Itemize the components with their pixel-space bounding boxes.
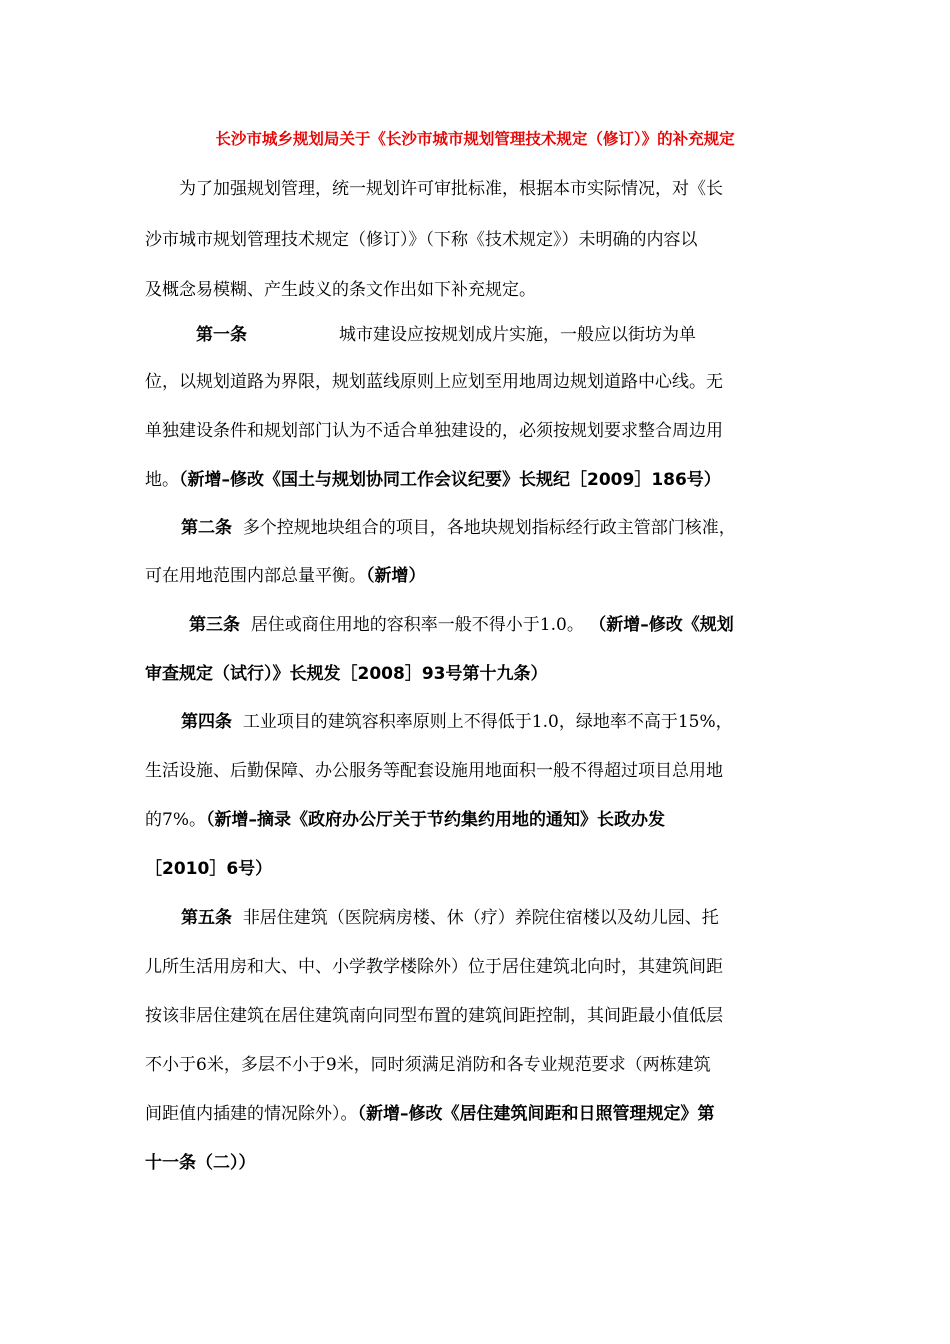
intro-line-2 bbox=[145, 227, 698, 253]
article-2-line-1 bbox=[181, 515, 736, 541]
intro-line-1 bbox=[179, 176, 723, 202]
article-4-line-1 bbox=[181, 709, 733, 735]
article-2-label: 第二条 bbox=[181, 518, 232, 538]
article-2-text: 多个控规地块组合的项目，各地块规划指标经行政主管部门核准， bbox=[242, 518, 736, 538]
article-1-line-2 bbox=[145, 369, 723, 395]
article-1-label: 第一条 bbox=[196, 325, 247, 345]
article-5-line-3 bbox=[145, 1003, 723, 1029]
document-title: 长沙市城乡规划局关于《长沙市城市规划管理技术规定（修订）》的补充规定 bbox=[215, 130, 735, 148]
article-1-line-4 bbox=[145, 467, 721, 493]
article-5-line-4 bbox=[145, 1052, 711, 1078]
article-5-line-1 bbox=[181, 905, 719, 931]
article-4-note: （新增–摘录《政府办公厅关于节约集约用地的通知》长政办发 bbox=[205, 810, 665, 830]
intro-text: 为了加强规划管理，统一规划许可审批标准，根据本市实际情况，对《长 bbox=[179, 179, 723, 199]
article-2-note: （新增） bbox=[366, 566, 426, 586]
article-5-text: 间距值内插建的情况除外）。 bbox=[145, 1104, 358, 1124]
article-5-text: 不小于6米，多层不小于9米，同时须满足消防和各专业规范要求（两栋建筑 bbox=[145, 1055, 711, 1075]
article-3-note: 审查规定（试行）》长规发［2008］93号第十九条） bbox=[145, 664, 548, 684]
article-1-text: 单独建设条件和规划部门认为不适合单独建设的，必须按规划要求整合周边用 bbox=[145, 421, 723, 441]
article-4-line-3 bbox=[145, 807, 665, 833]
article-5-label: 第五条 bbox=[181, 908, 232, 928]
article-4-line-4 bbox=[145, 856, 272, 882]
article-1-line-3 bbox=[145, 418, 723, 444]
intro-text: 及概念易模糊、产生歧义的条文作出如下补充规定。 bbox=[145, 280, 536, 300]
article-4-text: 的7%。 bbox=[145, 810, 206, 830]
article-3-label: 第三条 bbox=[189, 615, 240, 635]
article-4-text: 工业项目的建筑容积率原则上不得低于1.0，绿地率不高于15%， bbox=[242, 712, 733, 732]
article-4-note: ［2010］6号） bbox=[145, 859, 273, 879]
article-3-line-2 bbox=[145, 661, 547, 687]
article-1-text: 地。 bbox=[145, 470, 179, 490]
article-5-text: 儿所生活用房和大、中、小学教学楼除外）位于居住建筑北向时，其建筑间距 bbox=[145, 957, 723, 977]
article-2-text: 可在用地范围内部总量平衡。 bbox=[145, 566, 366, 586]
article-1-text: 城市建设应按规划成片实施，一般应以街坊为单 bbox=[339, 325, 696, 345]
article-3-note: （新增–修改《规划 bbox=[589, 615, 734, 635]
article-1-line-1 bbox=[196, 322, 696, 348]
article-5-line-2 bbox=[145, 954, 723, 980]
article-4-text: 生活设施、后勤保障、办公服务等配套设施用地面积一般不得超过项目总用地 bbox=[145, 761, 723, 781]
article-5-text: 非居住建筑（医院病房楼、休（疗）养院住宿楼以及幼儿园、托 bbox=[242, 908, 719, 928]
article-3-text: 居住或商住用地的容积率一般不得小于1.0。 bbox=[250, 615, 584, 635]
article-1-text: 位，以规划道路为界限，规划蓝线原则上应划至用地周边规划道路中心线。无 bbox=[145, 372, 723, 392]
article-4-line-2 bbox=[145, 758, 723, 784]
article-3-line-1 bbox=[189, 612, 734, 638]
intro-line-3 bbox=[145, 277, 536, 303]
article-5-line-5 bbox=[145, 1101, 715, 1127]
article-1-note: （新增–修改《国土与规划协同工作会议纪要》长规纪［2009］186号） bbox=[179, 470, 721, 490]
article-4-label: 第四条 bbox=[181, 712, 232, 732]
article-5-text: 按该非居住建筑在居住建筑南向同型布置的建筑间距控制，其间距最小值低层 bbox=[145, 1006, 723, 1026]
article-2-line-2 bbox=[145, 563, 426, 589]
article-5-note: （新增–修改《居住建筑间距和日照管理规定》第 bbox=[357, 1104, 715, 1124]
intro-text: 沙市城市规划管理技术规定（修订）》（下称《技术规定》）未明确的内容以 bbox=[145, 230, 698, 250]
article-5-note: 十一条（二）） bbox=[145, 1153, 256, 1173]
article-5-line-6 bbox=[145, 1150, 256, 1176]
